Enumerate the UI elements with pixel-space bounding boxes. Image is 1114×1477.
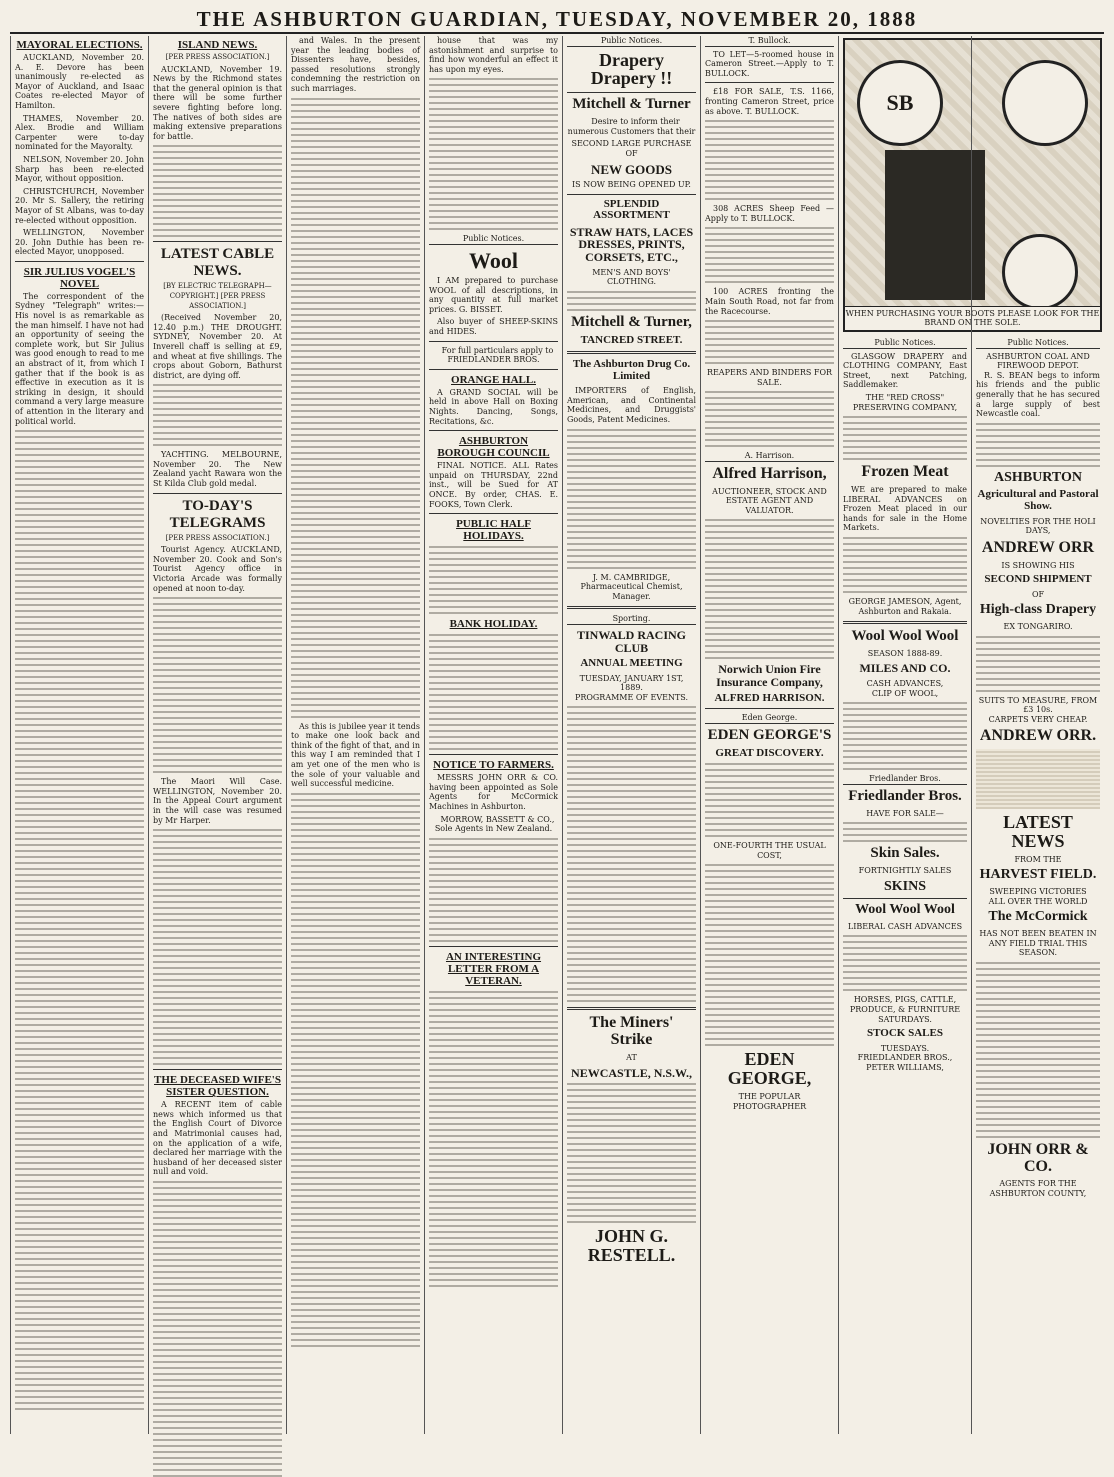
ad-mitchell-name: Mitchell & Turner, — [571, 313, 692, 330]
ad-text: CARPETS VERY CHEAP. — [988, 714, 1088, 724]
article-text: NELSON, November 20. John Sharp has been re-elected Mayor, without opposition. — [15, 154, 144, 184]
ad-splendid: SPLENDID ASSORTMENT — [593, 197, 670, 222]
article-body — [15, 430, 144, 1410]
press-association-note: [PER PRESS ASSOCIATION.] — [165, 53, 270, 61]
ad-new-goods: NEW GOODS — [590, 161, 673, 177]
ad-show: Agricultural and Pastoral Show. — [977, 488, 1099, 512]
ad-text: LIBERAL CASH ADVANCES — [847, 921, 963, 931]
brand-seal-icon: SB — [857, 60, 943, 146]
ad-text: SWEEPING VICTORIES — [989, 887, 1087, 897]
heading-todays-telegrams: TO-DAY'S TELEGRAMS — [169, 497, 266, 531]
ad-text: THE "RED CROSS" PRESERVING COMPANY, — [852, 392, 958, 412]
ad-text: GEORGE JAMESON, Agent, Ashburton and Rakaia. — [848, 596, 962, 616]
ad-text: Desire to inform their numerous Customers that their — [567, 117, 696, 136]
heading-borough-council: ASHBURTON BOROUGH COUNCIL — [437, 435, 550, 460]
ad-text: REAPERS AND BINDERS FOR SALE. — [706, 368, 833, 387]
column-8 — [971, 36, 1104, 1434]
column-5 — [562, 36, 700, 1434]
ad-text: PETER WILLIAMS, — [866, 1063, 944, 1072]
ad-high-class-drapery: High-class Drapery — [979, 602, 1097, 618]
column-4 — [424, 36, 562, 1434]
section-header: Friedlander Bros. — [843, 774, 967, 785]
ad-stock-sales: STOCK SALES — [867, 1027, 943, 1040]
ad-racing-club: TINWALD RACING CLUB — [576, 627, 686, 655]
column-6 — [700, 36, 838, 1434]
ad-miners-strike: The Miners' Strike — [589, 1014, 674, 1049]
ad-text: AT — [626, 1053, 637, 1063]
article-text: As this is jubilee year it tends to make one look back and think of the fight of that, and in this way I am reminded that I am yet one of the men who is the sole of your valuable and well successful medicine. — [291, 721, 420, 789]
article-text: WELLINGTON, November 20. John Duthie has been re-elected Mayor, unopposed. — [15, 228, 144, 257]
heading-latest-cable: LATEST CABLE NEWS. — [160, 246, 275, 280]
ad-text: SATURDAYS. — [878, 1014, 932, 1024]
ad-text: ALL OVER THE WORLD — [988, 896, 1088, 906]
ad-text: TUESDAY, JANUARY 1ST, 1889. — [579, 673, 684, 693]
heading-notice-farmers: NOTICE TO FARMERS. — [433, 759, 554, 772]
article-text: and Wales. In the present year the leading bodies of Dissenters have, besides, passed resolutions strongly condemning the restriction on such marriages. — [291, 36, 420, 93]
brand-caption: WHEN PURCHASING YOUR BOOTS PLEASE LOOK FOR THE BRAND ON THE SOLE. — [845, 306, 1100, 330]
ad-text: TO LET—5-roomed house in Cameron Street.—Apply to T. BULLOCK. — [705, 49, 834, 78]
ad-text: Also buyer of SHEEP-SKINS and HIDES. — [429, 317, 558, 337]
ad-restell: JOHN G. RESTELL. — [587, 1226, 676, 1266]
ad-newcastle: NEWCASTLE, N.S.W., — [571, 1065, 692, 1080]
ad-john-orr: JOHN ORR & CO. — [987, 1140, 1089, 1175]
ad-text: SECOND LARGE PURCHASE OF — [571, 139, 692, 158]
ad-straw-hats: STRAW HATS, LACES DRESSES, PRINTS, CORSETS, ETC., — [569, 224, 694, 265]
harvester-illustration — [976, 749, 1100, 809]
ad-text: IS NOW BEING OPENED UP. — [572, 180, 691, 190]
ad-eden-george: EDEN GEORGE'S — [707, 726, 832, 743]
ad-text: J. M. CAMBRIDGE, Pharmaceutical Chemist, Manager. — [580, 572, 683, 601]
ad-andrew-orr: ANDREW ORR — [981, 538, 1095, 556]
section-header: Public Notices. — [843, 338, 967, 349]
section-header: Public Notices. — [976, 338, 1100, 349]
column-3 — [286, 36, 424, 1434]
ad-latest-news: LATEST NEWS — [1003, 812, 1073, 851]
ad-alfred-harrison: Alfred Harrison, — [712, 464, 827, 482]
ad-tancred: TANCRED STREET. — [580, 333, 683, 346]
ad-text: For full particulars apply to FRIEDLANDER BROS. — [441, 345, 554, 365]
section-header: Sporting. — [567, 614, 696, 625]
masthead-title: THE ASHBURTON GUARDIAN, TUESDAY, NOVEMBER 20, 1888 — [10, 6, 1104, 34]
ad-text: R. S. BEAN begs to inform his friends and the public generally that he has secured a large supply of best Newcastle coal. — [976, 370, 1100, 419]
ad-text: EX TONGARIRO. — [1003, 621, 1073, 631]
article-text: house that was my astonishment and surprise to find how wonderful an effect it has upon my eyes. — [429, 36, 558, 74]
ad-frozen-meat: Frozen Meat — [861, 463, 949, 481]
ad-mccormick: The McCormick — [988, 909, 1088, 925]
ad-text: ONE-FOURTH THE USUAL COST, — [713, 841, 826, 860]
ad-text: A GRAND SOCIAL will be held in above Hall on Boxing Nights. Dancing, Songs, Recitations, &c. — [429, 387, 558, 426]
article-text: The Maori Will Case. WELLINGTON, November 20. In the Appeal Court argument in the will case was resumed by Mr Harper. — [153, 777, 282, 825]
ad-text: IMPORTERS of English, American, and Continental Medicines, and Druggists' Goods, Patent Medicines. — [567, 386, 696, 424]
ad-text: MORROW, BASSETT & CO., Sole Agents in New Zealand. — [434, 814, 555, 834]
ad-alfred-harrison-sign: ALFRED HARRISON. — [714, 691, 825, 704]
article-text: CHRISTCHURCH, November 20. Mr S. Sallery, the retiring Mayor of St Albans, was to-day re-elected without opposition. — [15, 186, 144, 225]
ad-second-shipment: SECOND SHIPMENT — [984, 573, 1092, 586]
press-association-note: [PER PRESS ASSOCIATION.] — [165, 533, 270, 542]
ad-text: THE POPULAR PHOTOGRAPHER — [732, 1092, 807, 1111]
ad-text: GLASGOW DRAPERY and CLOTHING COMPANY, East Street, next Patching, Saddlemaker. — [843, 351, 967, 390]
ad-text: CASH ADVANCES, — [866, 679, 944, 689]
heading-sister-question: THE DECEASED WIFE'S SISTER QUESTION. — [154, 1074, 281, 1099]
ad-friedlander: Friedlander Bros. — [848, 787, 962, 804]
heading-vogel: SIR JULIUS VOGEL'S NOVEL — [23, 265, 136, 290]
heading-island-news: ISLAND NEWS. — [177, 39, 258, 51]
article-text: YACHTING. MELBOURNE, November 20. The New Zealand yacht Rawara won the St Kilda Club gold medal. — [153, 450, 282, 489]
ad-harvest-field: HARVEST FIELD. — [979, 867, 1097, 883]
ad-skins: SKINS — [883, 878, 927, 894]
ad-text: ASHBURTON COAL AND FIREWOOD DEPOT. — [986, 351, 1090, 371]
section-header: Public Notices. — [567, 36, 696, 47]
boot-illustration — [885, 150, 985, 300]
article-text: AUCKLAND, November 20. A. E. Devore has been unanimously re-elected as Mayor of Auckland, and Isaac Coates re-elected Mayor of Hamilton. — [15, 53, 144, 110]
section-header: Eden George. — [705, 713, 834, 724]
ad-drapery-title: Drapery Drapery !! — [590, 49, 673, 89]
column-1 — [10, 36, 148, 1434]
ad-ashburton: ASHBURTON — [994, 469, 1082, 485]
ad-text: NOVELTIES FOR THE HOLI DAYS, — [980, 516, 1096, 536]
ad-text: HAS NOT BEEN BEATEN IN ANY FIELD TRIAL THIS SEASON. — [979, 929, 1097, 958]
ad-text: WE are prepared to make LIBERAL ADVANCES on Frozen Meat placed in our hands for sale in the Home Markets. — [843, 484, 967, 533]
ad-wool-wool-2: Wool Wool Wool — [855, 902, 955, 918]
ad-skin-sales: Skin Sales. — [870, 845, 940, 862]
ad-eden-george-name: EDEN GEORGE, — [727, 1049, 812, 1089]
ad-wool-title: Wool — [469, 247, 518, 273]
ad-text: HORSES, PIGS, CATTLE, PRODUCE, & FURNITURE — [849, 995, 961, 1015]
ad-annual-meeting: ANNUAL MEETING — [580, 657, 683, 670]
article-text: THAMES, November 20. Alex. Brodie and William Carpenter were to-day nominated for the Mayoralty. — [15, 113, 144, 152]
ad-text: SEASON 1888-89. — [867, 648, 943, 658]
ad-text: AGENTS FOR THE ASHBURTON COUNTY, — [989, 1179, 1087, 1199]
column-2 — [148, 36, 286, 1434]
ad-text: FORTNIGHTLY SALES — [858, 865, 952, 875]
ad-text: MESSRS JOHN ORR & CO. having been appointed as Sole Agents for McCormick Machines in Ashburton. — [429, 773, 558, 811]
heading-orange-hall: ORANGE HALL. — [451, 373, 536, 386]
article-text: Tourist Agency. AUCKLAND, November 20. Cook and Son's Tourist Agency office in Victoria Arcade was formally opened at noon to-day. — [153, 545, 282, 593]
section-header: Public Notices. — [429, 234, 558, 245]
ad-great-discovery: GREAT DISCOVERY. — [715, 746, 824, 759]
article-text: AUCKLAND, November 19. News by the Richmond states that the general opinion is that there will be some further severe fighting before long. The natives of both sides are making extensive preparations for battle. — [153, 64, 282, 141]
ad-text: CLIP OF WOOL, — [871, 688, 939, 698]
ad-text: IS SHOWING HIS — [1001, 560, 1075, 570]
ad-miles-and-co: MILES AND CO. — [859, 661, 951, 676]
ad-text: TUESDAYS. — [880, 1043, 930, 1053]
ad-text: FINAL NOTICE. ALL Rates unpaid on THURSDAY, 22nd inst., will be Sued for AT ONCE. By order, CHAS. E. FOOKS, Town Clerk. — [429, 461, 558, 509]
ad-norwich-union: Norwich Union Fire Insurance Company, — [716, 662, 823, 690]
ad-text: 100 ACRES fronting the Main South Road, not far from the Racecourse. — [705, 287, 834, 316]
ad-andrew-orr-sign: ANDREW ORR. — [979, 727, 1097, 745]
ad-text: OF — [1031, 589, 1045, 599]
article-text: (Received November 20, 12.40 p.m.) THE DROUGHT. SYDNEY, November 20. At Inverell chaff is selling at £9, and wheat at five shillings. The crops about Goborn, Bathurst district, are dying off. — [153, 313, 282, 380]
ad-text: FRIEDLANDER BROS., — [857, 1053, 953, 1063]
article-text: A RECENT item of cable news which informed us that the English Court of Divorce and Matrimonial causes had, on the application of a wife, declared her marriage with the husband of her deceased sister null and void. — [153, 1100, 282, 1177]
ad-text: AUCTIONEER, STOCK AND ESTATE AGENT AND VALUATOR. — [712, 486, 827, 515]
heading-veteran-letter: AN INTERESTING LETTER FROM A VETERAN. — [445, 950, 542, 987]
ad-text: HAVE FOR SALE— — [866, 808, 944, 818]
ad-text: 308 ACRES Sheep Feed — Apply to T. BULLOCK. — [705, 204, 834, 223]
ad-text: £18 FOR SALE, T.S. 1166, fronting Cameron Street, price as above. T. BULLOCK. — [705, 87, 834, 116]
section-header: A. Harrison. — [705, 451, 834, 462]
heading-half-holidays: PUBLIC HALF HOLIDAYS. — [456, 518, 531, 543]
ad-text: SUITS TO MEASURE, FROM £3 10s. — [978, 695, 1098, 715]
ad-text: FROM THE — [1014, 854, 1062, 864]
ad-mitchell-title: Mitchell & Turner — [572, 96, 691, 113]
ad-wool-wool: Wool Wool Wool — [851, 628, 959, 645]
press-association-note: [BY ELECTRIC TELEGRAPH—COPYRIGHT.] [PER PRESS ASSOCIATION.] — [163, 282, 272, 310]
heading-mayoral: MAYORAL ELECTIONS. — [16, 39, 143, 51]
ad-text: MEN'S AND BOYS' CLOTHING. — [592, 267, 671, 287]
section-header: T. Bullock. — [705, 36, 834, 47]
ad-text: PROGRAMME OF EVENTS. — [574, 692, 689, 702]
heading-bank-holiday: BANK HOLIDAY. — [449, 618, 538, 631]
article-text: The correspondent of the Sydney "Telegraph" writes:—His novel is as remarkable as the man himself. I have not had an opportunity of seeing the complete work, but Sir Julius was good enough to read to me an abstract of it, from which I gather that if the book is as effective in execution as it is striking in design, it should command a very large measure of attention in the literary and political world. — [15, 291, 144, 426]
ad-drug-co: The Ashburton Drug Co. Limited — [572, 358, 691, 382]
ad-text: I AM prepared to purchase WOOL of all descriptions, in any quantity at full market prices. G. BISSET. — [429, 276, 558, 314]
